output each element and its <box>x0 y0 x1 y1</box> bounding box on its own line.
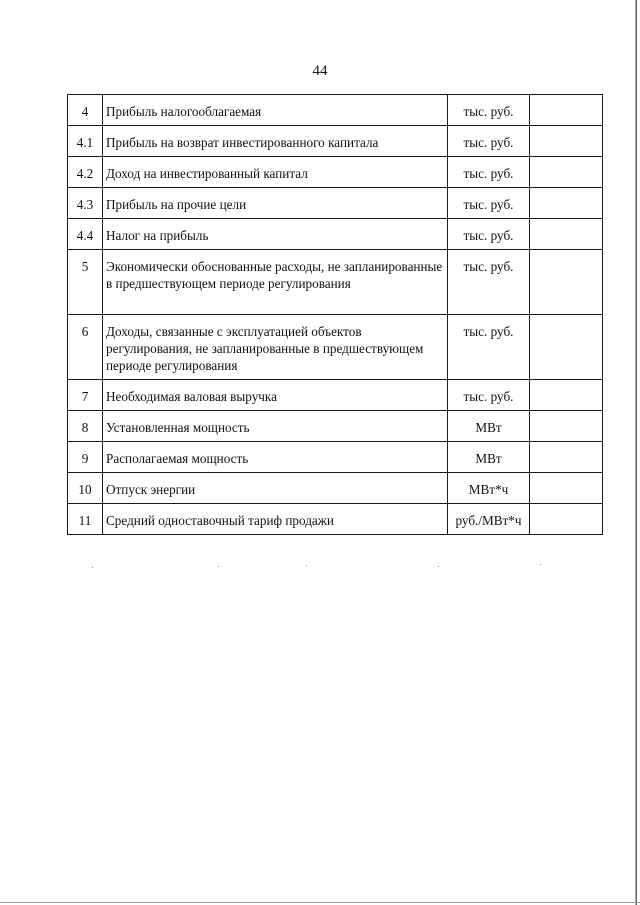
row-value <box>530 126 603 157</box>
row-value <box>530 219 603 250</box>
row-indicator: Необходимая валовая выручка <box>103 380 448 411</box>
page-number: 44 <box>312 63 328 79</box>
row-value <box>530 473 603 504</box>
row-indicator: Установленная мощность <box>103 411 448 442</box>
row-indicator: Прибыль на прочие цели <box>103 188 448 219</box>
row-number: 10 <box>68 473 103 504</box>
row-value <box>530 380 603 411</box>
table-row <box>68 219 603 250</box>
scan-speck <box>438 566 439 567</box>
row-value <box>530 250 603 315</box>
row-number: 5 <box>68 250 103 315</box>
scan-speck <box>306 565 307 566</box>
scan-edge-right <box>635 0 637 905</box>
row-number: 8 <box>68 411 103 442</box>
row-unit: тыс. руб. <box>448 157 530 188</box>
table-row <box>68 442 603 473</box>
row-indicator: Прибыль на возврат инвестированного капитала <box>103 126 448 157</box>
table-row <box>68 95 603 126</box>
table-row <box>68 473 603 504</box>
table-row <box>68 315 603 380</box>
row-indicator: Располагаемая мощность <box>103 442 448 473</box>
table-row <box>68 157 603 188</box>
row-number: 6 <box>68 315 103 380</box>
row-indicator: Отпуск энергии <box>103 473 448 504</box>
row-indicator: Налог на прибыль <box>103 219 448 250</box>
indicators-table <box>67 94 603 535</box>
row-indicator: Доходы, связанные с эксплуатацией объектов регулирования, не запланированные в предшествующем периоде регулирования <box>103 315 448 380</box>
row-indicator: Прибыль налогооблагаемая <box>103 95 448 126</box>
row-number: 4 <box>68 95 103 126</box>
scan-speck <box>540 564 541 565</box>
row-value <box>530 315 603 380</box>
row-number: 11 <box>68 504 103 535</box>
table-row <box>68 380 603 411</box>
row-unit: руб./МВт*ч <box>448 504 530 535</box>
row-unit: МВт*ч <box>448 473 530 504</box>
table-row <box>68 504 603 535</box>
row-unit: МВт <box>448 442 530 473</box>
row-number: 9 <box>68 442 103 473</box>
row-indicator: Средний одноставочный тариф продажи <box>103 504 448 535</box>
row-unit: МВт <box>448 411 530 442</box>
row-indicator: Доход на инвестированный капитал <box>103 157 448 188</box>
table-row <box>68 411 603 442</box>
row-unit: тыс. руб. <box>448 126 530 157</box>
row-unit: тыс. руб. <box>448 380 530 411</box>
scan-speck <box>218 566 219 567</box>
row-unit: тыс. руб. <box>448 250 530 315</box>
row-indicator: Экономически обоснованные расходы, не запланированные в предшествующем периоде регулирования <box>103 250 448 315</box>
row-value <box>530 504 603 535</box>
row-value <box>530 411 603 442</box>
row-unit: тыс. руб. <box>448 315 530 380</box>
row-number: 7 <box>68 380 103 411</box>
row-value <box>530 188 603 219</box>
row-unit: тыс. руб. <box>448 95 530 126</box>
scan-edge-bottom <box>0 902 640 903</box>
row-value <box>530 442 603 473</box>
table-row <box>68 250 603 315</box>
scan-speck <box>92 567 93 568</box>
row-number: 4.1 <box>68 126 103 157</box>
table-row <box>68 126 603 157</box>
row-value <box>530 95 603 126</box>
row-number: 4.4 <box>68 219 103 250</box>
row-value <box>530 157 603 188</box>
row-unit: тыс. руб. <box>448 219 530 250</box>
row-unit: тыс. руб. <box>448 188 530 219</box>
row-number: 4.3 <box>68 188 103 219</box>
row-number: 4.2 <box>68 157 103 188</box>
table-row <box>68 188 603 219</box>
